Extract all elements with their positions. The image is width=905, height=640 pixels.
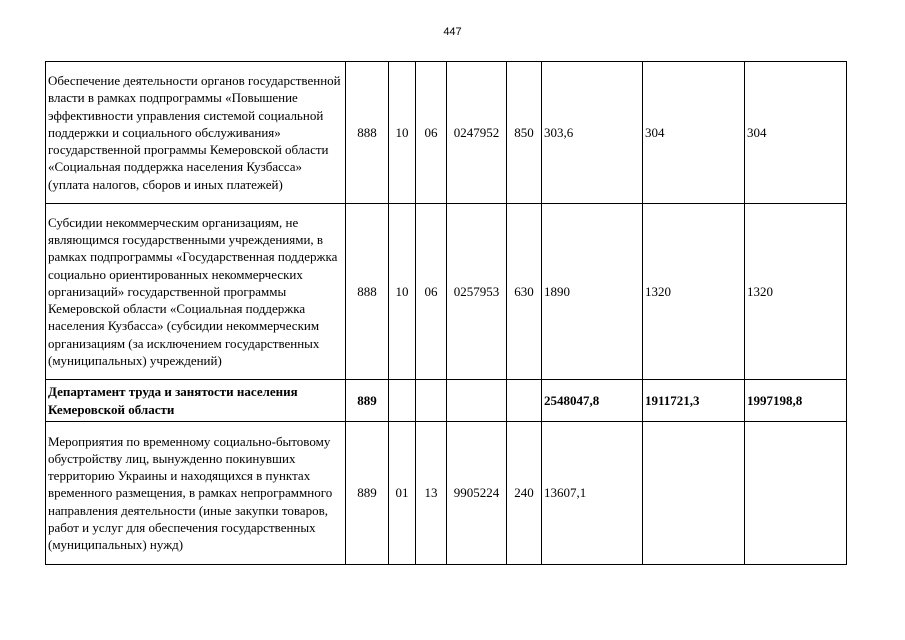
amount-year-1: 2548047,8: [542, 380, 643, 422]
subsection-code: 06: [416, 62, 447, 204]
amount-year-3: 1320: [745, 204, 847, 380]
section-code: 01: [389, 422, 416, 565]
expense-type-code: 240: [507, 422, 542, 565]
table-row: [46, 204, 847, 380]
target-article-code: 9905224: [447, 422, 507, 565]
target-article-code: 0257953: [447, 204, 507, 380]
ministry-code: 889: [346, 422, 389, 565]
amount-year-3: 304: [745, 62, 847, 204]
amount-year-2: 1911721,3: [643, 380, 745, 422]
table-row-department: [46, 380, 847, 422]
amount-year-2: 304: [643, 62, 745, 204]
subsection-code: 06: [416, 204, 447, 380]
row-description: Департамент труда и занятости населения Кемеровской области: [46, 380, 346, 422]
target-article-code: 0247952: [447, 62, 507, 204]
amount-year-1: 303,6: [542, 62, 643, 204]
subsection-code: 13: [416, 422, 447, 565]
amount-year-1: 13607,1: [542, 422, 643, 565]
subsection-code: [416, 380, 447, 422]
amount-year-3: [745, 422, 847, 565]
budget-table: [45, 61, 847, 565]
amount-year-3: 1997198,8: [745, 380, 847, 422]
amount-year-2: 1320: [643, 204, 745, 380]
row-description: Мероприятия по временному социально-бытовому обустройству лиц, вынужденно покинувших территорию Украины и находящихся в пунктах временного размещения, в рамках непрограммного направления деятельности (иные закупки товаров, работ и услуг для обеспечения государственных (муниципальных) нужд): [46, 422, 346, 565]
expense-type-code: [507, 380, 542, 422]
row-description: Субсидии некоммерческим организациям, не являющимся государственными учреждениями, в рамках подпрограммы «Государственная поддержка социально ориентированных некоммерческих организаций» государственной программы Кемеровской области «Социальная поддержка населения Кузбасса» (субсидии некоммерческим организациям (за исключением государственных (муниципальных) учреждений): [46, 204, 346, 380]
table-row: [46, 422, 847, 565]
ministry-code: 888: [346, 204, 389, 380]
target-article-code: [447, 380, 507, 422]
section-code: 10: [389, 62, 416, 204]
ministry-code: 888: [346, 62, 389, 204]
amount-year-2: [643, 422, 745, 565]
section-code: [389, 380, 416, 422]
ministry-code: 889: [346, 380, 389, 422]
row-description: Обеспечение деятельности органов государственной власти в рамках подпрограммы «Повышение эффективности управления системой социальной поддержки и социального обслуживания» государственной программы Кемеровской области «Социальная поддержка населения Кузбасса» (уплата налогов, сборов и иных платежей): [46, 62, 346, 204]
amount-year-1: 1890: [542, 204, 643, 380]
expense-type-code: 630: [507, 204, 542, 380]
section-code: 10: [389, 204, 416, 380]
expense-type-code: 850: [507, 62, 542, 204]
table-row: [46, 62, 847, 204]
page-number: 447: [443, 26, 462, 38]
